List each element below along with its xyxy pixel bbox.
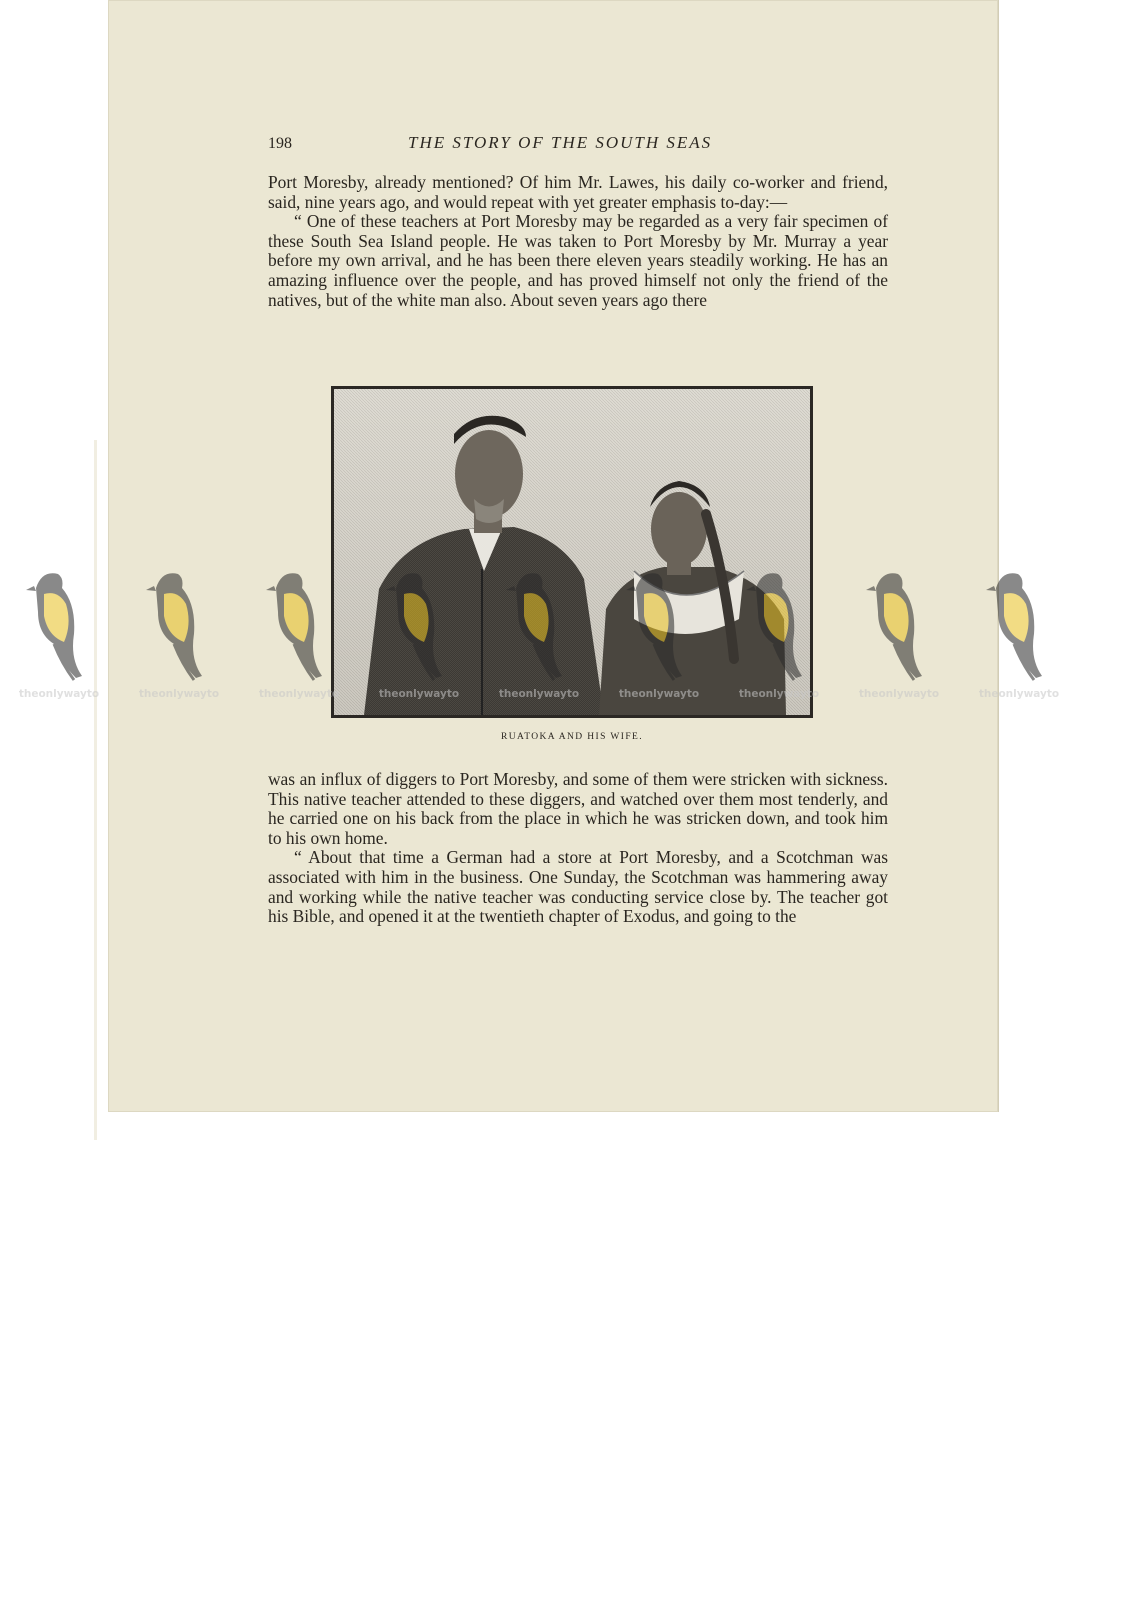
watermark-text: theonlywayto [378,688,460,700]
paragraph: was an influx of diggers to Port Moresby, and some of them were stricken with sickness. This native teacher attended to these diggers, and watched over them most tenderly, and he carried one on his back from the place in which he was stricken down, and took him to his own home. [268,769,888,848]
bird-icon [504,564,574,682]
page-header [268,133,888,157]
page-number: 198 [268,135,292,152]
watermark [614,564,704,704]
bird-icon [24,564,94,682]
watermark-text: theonlywayto [18,688,100,700]
figure-caption: RUATOKA AND HIS WIFE. [500,732,643,742]
bird-icon [744,564,814,682]
watermark [374,564,464,704]
watermark [974,564,1064,704]
watermark-text: theonlywayto [258,688,340,700]
bird-icon [984,564,1054,682]
bird-icon [864,564,934,682]
watermark-text: theonlywayto [618,688,700,700]
watermark-text: theonlywayto [978,688,1060,700]
watermark-text: theonlywayto [858,688,940,700]
watermark [494,564,584,704]
paragraph: “ About that time a German had a store at Port Moresby, and a Scotchman was associated with him in the business. One Sunday, the Scotchman was hammering away and working while the native teacher was conducting service close by. The teacher got his Bible, and opened it at the twentieth chapter of Exodus, and going to the [268,847,888,927]
watermark-text: theonlywayto [138,688,220,700]
bird-icon [624,564,694,682]
running-title: THE STORY OF THE SOUTH SEAS [408,133,713,152]
body-text-bottom [268,770,888,927]
bird-icon [144,564,214,682]
paragraph: Port Moresby, already mentioned? Of him Mr. Lawes, his daily co-worker and friend, said, nine years ago, and would repeat with yet greater emphasis to-day:— [268,172,888,212]
bird-icon [384,564,454,682]
bird-icon [264,564,334,682]
paragraph: “ One of these teachers at Port Moresby may be regarded as a very fair specimen of these South Sea Island people. He was taken to Port Moresby by Mr. Murray a year before my own arrival, and he has been there eleven years steadily working. He has an amazing influence over the people, and has proved himself not only the friend of the natives, but of the white man also. About seven years ago there [268,211,888,310]
watermark-text: theonlywayto [738,688,820,700]
watermark [734,564,824,704]
watermark [854,564,944,704]
watermark [14,564,104,704]
watermark [254,564,344,704]
watermark-text: theonlywayto [498,688,580,700]
paper-edge [94,440,97,1140]
watermark [134,564,224,704]
body-text-top [268,173,888,310]
